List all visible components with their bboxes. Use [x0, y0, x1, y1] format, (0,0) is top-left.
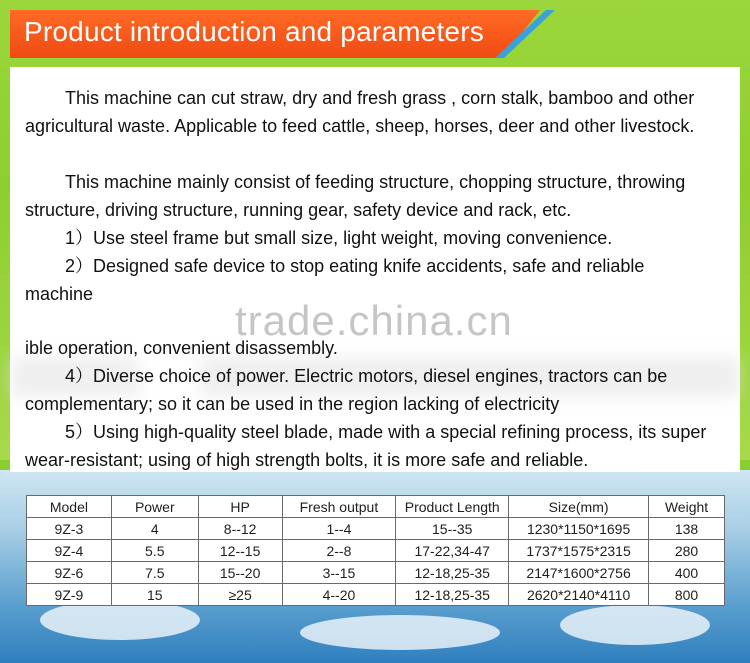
table-cell: 15	[111, 584, 198, 606]
table-cell: 9Z-3	[27, 518, 112, 540]
table-cell: 1--4	[282, 518, 396, 540]
feature-item-1: 1）Use steel frame but small size, light weight, moving convenience.	[65, 228, 613, 248]
table-cell: 8--12	[198, 518, 282, 540]
column-header: Product Length	[396, 496, 509, 518]
table-row	[27, 562, 725, 584]
column-header: Power	[111, 496, 198, 518]
parameters-table	[26, 495, 725, 606]
column-header: HP	[198, 496, 282, 518]
table-cell: 9Z-4	[27, 540, 112, 562]
intro-paragraph-1: This machine can cut straw, dry and fresh grass , corn stalk, bamboo and other agricultural waste. Applicable to feed cattle, sheep, horses, deer and other livestock.	[25, 88, 695, 136]
table-cell: 138	[649, 518, 725, 540]
table-cell: 9Z-9	[27, 584, 112, 606]
feature-item-5: 5）Using high-quality steel blade, made with a special refining process, its super wear-resistant; using of high strength bolts, it is more safe and reliable.	[25, 422, 707, 470]
table-row	[27, 540, 725, 562]
table-cell: 1230*1150*1695	[509, 518, 649, 540]
table-cell: 12-18,25-35	[396, 584, 509, 606]
table-cell: 800	[649, 584, 725, 606]
table-row	[27, 584, 725, 606]
cloud-decoration	[560, 605, 710, 645]
table-header-row	[27, 496, 725, 518]
feature-item-2: 2）Designed safe device to stop eating knife accidents, safe and reliable	[65, 256, 645, 276]
table-cell: 15--35	[396, 518, 509, 540]
table-cell: 280	[649, 540, 725, 562]
table-cell: 5.5	[111, 540, 198, 562]
table-cell: 4	[111, 518, 198, 540]
column-header: Model	[27, 496, 112, 518]
intro-paragraph-2: This machine mainly consist of feeding structure, chopping structure, throwing structure, driving structure, running gear, safety device and rack, etc.	[25, 172, 686, 220]
feature-item-4: 4）Diverse choice of power. Electric motors, diesel engines, tractors can be complementary; so it can be used in the region lacking of electricity	[25, 366, 668, 414]
table-cell: 15--20	[198, 562, 282, 584]
table-cell: 12--15	[198, 540, 282, 562]
table-cell: 12-18,25-35	[396, 562, 509, 584]
feature-item-2-cont: machine	[25, 284, 94, 304]
table-cell: 2--8	[282, 540, 396, 562]
table-cell: 17-22,34-47	[396, 540, 509, 562]
column-header: Fresh output	[282, 496, 396, 518]
table-cell: 9Z-6	[27, 562, 112, 584]
page-title: Product introduction and parameters	[24, 16, 484, 47]
table-cell: 1737*1575*2315	[509, 540, 649, 562]
table-cell: ≥25	[198, 584, 282, 606]
feature-item-3-tail: ible operation, convenient disassembly.	[25, 338, 338, 358]
intro-panel	[10, 67, 740, 472]
table-cell: 2620*2140*4110	[509, 584, 649, 606]
table-cell: 3--15	[282, 562, 396, 584]
table-cell: 4--20	[282, 584, 396, 606]
column-header: Size(mm)	[509, 496, 649, 518]
table-cell: 7.5	[111, 562, 198, 584]
table-cell: 400	[649, 562, 725, 584]
watermark-text: trade.china.cn	[235, 297, 513, 344]
cloud-decoration	[300, 615, 500, 650]
table-row	[27, 518, 725, 540]
table-cell: 2147*1600*2756	[509, 562, 649, 584]
column-header: Weight	[649, 496, 725, 518]
cloud-decoration	[40, 600, 200, 640]
